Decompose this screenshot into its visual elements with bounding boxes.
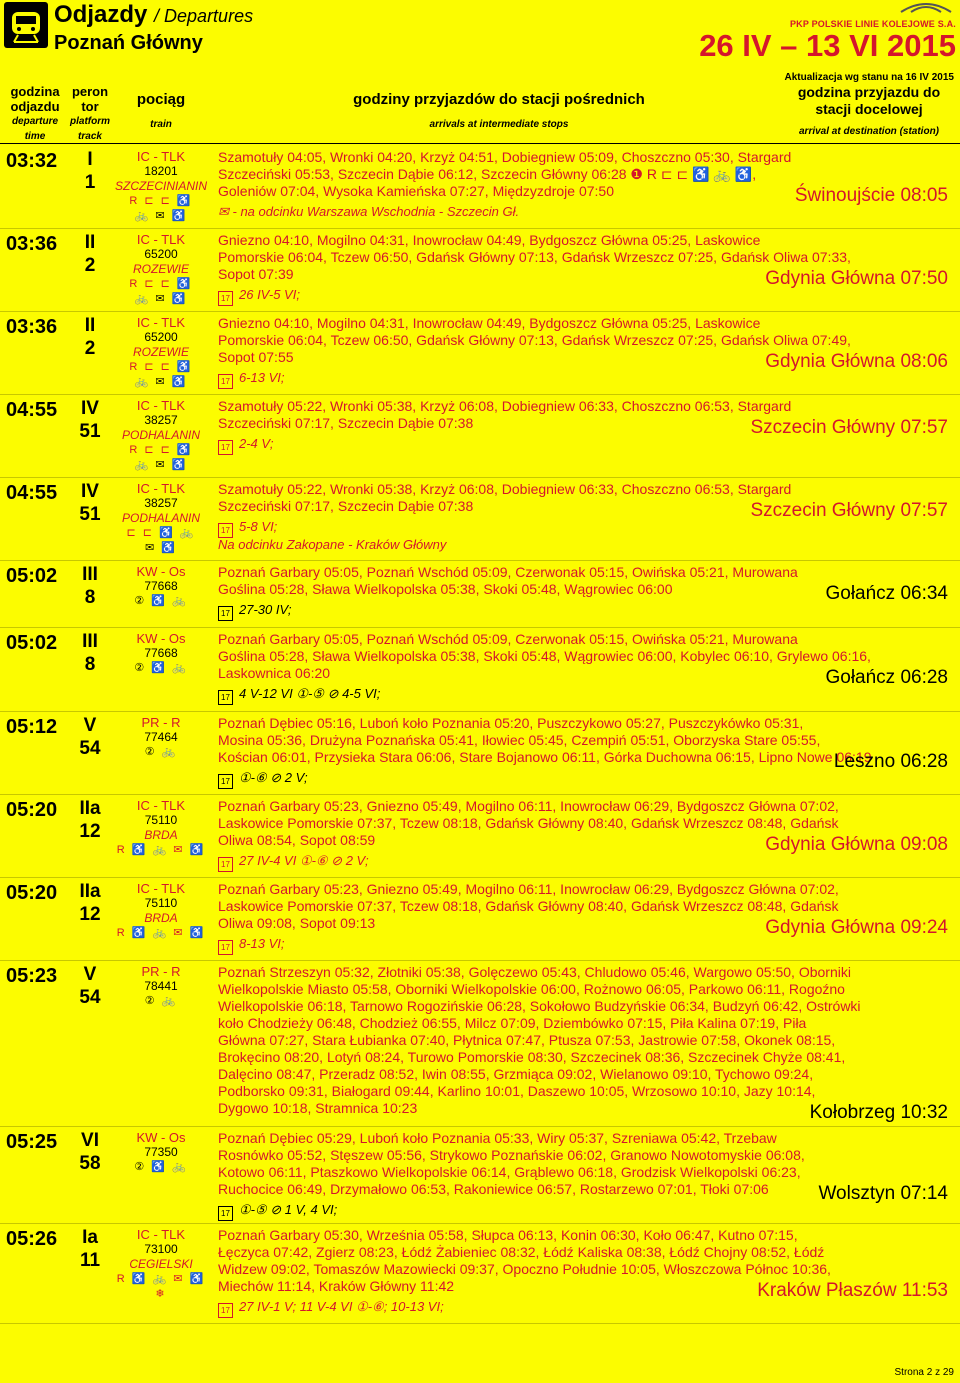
platform-number: IIa <box>79 881 101 902</box>
departure-time: 03:36 <box>6 316 58 338</box>
train-name: CEGIELSKI <box>129 1257 193 1271</box>
platform <box>72 963 108 1009</box>
train-info <box>112 481 210 556</box>
platform-number: IV <box>81 481 99 502</box>
stops-line: Goleniów 07:04, Wysoka Kamieńska 07:27, Międzyzdroje 07:50 <box>218 183 614 199</box>
stops-line: Dygowo 10:18, Stramnica 10:23 <box>218 1100 418 1116</box>
train-number: 77464 <box>144 730 178 744</box>
train-category: IC - TLK <box>136 1227 186 1242</box>
page-title: Odjazdy / Departures <box>54 1 254 28</box>
destination: Gdynia Główna 09:24 <box>765 917 948 938</box>
departure-row <box>0 712 960 795</box>
page-header <box>0 0 960 83</box>
train-number: 38257 <box>144 496 178 510</box>
departure-time: 05:25 <box>6 1131 58 1153</box>
stops-line: Wielkopolskie 06:18, Tarnowo Rogozińskie 06:28, Sokołowo Budzyńskie 06:34, Budzyń 06:42, Ostrówki <box>218 998 861 1014</box>
train-category: IC - TLK <box>136 232 186 247</box>
stops-line: Dalęcino 08:47, Przeradz 08:52, Iwin 08:55, Grzmiąca 09:02, Wielanowo 09:10, Tychowo 09:24, <box>218 1066 814 1082</box>
platform-number: V <box>83 964 97 985</box>
train-number: 65200 <box>144 247 178 261</box>
train-info <box>112 881 210 941</box>
calendar-icon: 17 <box>218 523 233 538</box>
train-category: PR - R <box>141 715 181 730</box>
stops-line: Sopot 07:55 <box>218 349 294 365</box>
schedule-note: 17 27 IV-4 VI ①-⑥ ⊘ 2 V; <box>218 853 369 872</box>
track-number: 51 <box>79 504 101 525</box>
train-info <box>112 798 210 858</box>
track-number: 51 <box>79 421 101 442</box>
departure-time: 05:02 <box>6 632 58 654</box>
platform-number: IV <box>81 398 99 419</box>
platform-number: III <box>82 564 98 585</box>
header-divider <box>0 143 960 144</box>
train-name: PODHALANIN <box>121 428 201 442</box>
stops-line: Kotowo 06:11, Ptaszkowo Wielkopolskie 06:14, Grąblewo 06:18, Grodzisk Wielkopolski 06:23, <box>218 1164 801 1180</box>
amenity-icons: ② ♿ 🚲 <box>134 595 188 607</box>
amenity-icons-2: 🚲 ✉ ♿ <box>134 376 188 388</box>
calendar-icon: 17 <box>218 690 233 705</box>
train-category: KW - Os <box>136 1130 186 1145</box>
amenity-icons: R ♿ 🚲 ✉ ♿ <box>116 844 206 856</box>
platform-number: VI <box>81 1130 99 1151</box>
train-number: 73100 <box>144 1242 178 1256</box>
intermediate-stops <box>218 964 950 1117</box>
platform-number: Ia <box>82 1227 98 1248</box>
calendar-icon: 17 <box>218 606 233 621</box>
destination: Gołańcz 06:34 <box>825 583 948 604</box>
date-range: 26 IV – 13 VI 2015 <box>699 28 956 63</box>
platform-number: I <box>87 149 93 170</box>
amenity-icons: ② ♿ 🚲 <box>134 1161 188 1173</box>
stops-line: Miechów 11:14, Kraków Główny 11:42 <box>218 1278 455 1294</box>
train-number: 77668 <box>144 579 178 593</box>
stops-line: Szamotuły 05:22, Wronki 05:38, Krzyż 06:08, Dobiegniew 06:33, Choszczno 06:53, Stargard <box>218 481 792 497</box>
col-platform-header: peron tor platform track <box>70 84 110 142</box>
train-number: 65200 <box>144 330 178 344</box>
train-category: IC - TLK <box>136 881 186 896</box>
schedule-note: 17 5-8 VI; <box>218 519 277 538</box>
track-number: 8 <box>84 654 96 675</box>
track-number: 2 <box>84 338 96 359</box>
schedule-note: 17 27 IV-1 V; 11 V-4 VI ①-⑥; 10-13 VI; <box>218 1299 444 1318</box>
platform <box>72 714 108 760</box>
platform-number: IIa <box>79 798 101 819</box>
stops-line: Goślina 05:28, Sława Wielkopolska 05:38, Skoki 05:48, Wągrowiec 06:00, Kobylec 06:10, Grylewo 06:16, <box>218 648 871 664</box>
stops-line: Łęczyca 07:42, Zgierz 08:23, Łódź Żabieniec 08:32, Łódź Kaliska 08:38, Łódź Chojny 08:52, Łódź <box>218 1244 825 1260</box>
train-name: ROZEWIE <box>133 262 189 276</box>
destination: Gdynia Główna 07:50 <box>765 268 948 289</box>
departure-row <box>0 795 960 878</box>
train-info <box>112 315 210 390</box>
departure-time: 05:02 <box>6 565 58 587</box>
train-name: PODHALANIN <box>121 511 201 525</box>
stops-line: Szczeciński 07:17, Szczecin Dąbie 07:38 <box>218 498 474 514</box>
amenity-icons: R ⊏ ⊏ ♿ <box>129 195 193 207</box>
stops-line: Pomorskie 06:04, Tczew 06:50, Gdańsk Główny 07:13, Gdańsk Wrzeszcz 07:25, Gdańsk Oliwa 07:49, <box>218 332 851 348</box>
destination: Gołańcz 06:28 <box>825 667 948 688</box>
amenity-icons: ⊏ ⊏ ♿ 🚲 <box>126 527 196 539</box>
stops-line: Rosnówko 05:52, Stęszew 05:56, Strykowo Poznańskie 06:02, Granowo Nowotomyskie 06:08, <box>218 1147 805 1163</box>
departure-row <box>0 229 960 312</box>
departure-row <box>0 628 960 712</box>
amenity-icons-2: 🚲 ✉ ♿ <box>134 210 188 222</box>
platform <box>72 880 108 926</box>
platform <box>72 480 108 526</box>
amenity-icons: R ⊏ ⊏ ♿ <box>129 444 193 456</box>
calendar-icon: 17 <box>218 440 233 455</box>
track-number: 12 <box>79 821 101 842</box>
departure-time: 05:12 <box>6 716 58 738</box>
stops-line: Gniezno 04:10, Mogilno 04:31, Inowrocław 04:49, Bydgoszcz Główna 05:25, Laskowice <box>218 315 761 331</box>
update-note: Aktualizacja wg stanu na 16 IV 2015 <box>784 72 954 83</box>
train-name: BRDA <box>144 828 178 842</box>
stops-line: Poznań Garbary 05:30, Września 05:58, Słupca 06:13, Konin 06:30, Koło 06:47, Kutno 07:15, <box>218 1227 798 1243</box>
platform-number: III <box>82 631 98 652</box>
track-number: 54 <box>79 738 101 759</box>
departure-row <box>0 146 960 229</box>
departure-time: 04:55 <box>6 399 58 421</box>
page-number: Strona 2 z 29 <box>894 1367 954 1378</box>
stops-line: Oliwa 09:08, Sopot 09:13 <box>218 915 376 931</box>
platform <box>72 797 108 843</box>
stops-line: Ruchocice 06:49, Drzymałowo 06:53, Rakoniewice 06:57, Rostarzewo 07:01, Tłoki 07:06 <box>218 1181 769 1197</box>
stops-line: Szamotuły 04:05, Wronki 04:20, Krzyż 04:51, Dobiegniew 05:09, Choszczno 05:30, Stargard <box>218 149 792 165</box>
train-category: PR - R <box>141 964 181 979</box>
stops-line: Wielkopolskie Miasto 05:58, Oborniki Wielkopolskie 06:00, Rożnowo 06:05, Parkowo 06:11, Rogoźno <box>218 981 845 997</box>
col-train-header: pociąg train <box>136 91 186 130</box>
departure-row <box>0 878 960 961</box>
calendar-icon: 17 <box>218 940 233 955</box>
calendar-icon: 17 <box>218 1206 233 1221</box>
train-number: 75110 <box>144 896 178 910</box>
destination: Gdynia Główna 08:06 <box>765 351 948 372</box>
train-category: IC - TLK <box>136 798 186 813</box>
col-stops-header: godziny przyjazdów do stacji pośrednich arrivals at intermediate stops <box>353 91 645 130</box>
stops-line: Główna 07:27, Stara Łubianka 07:40, Płytnica 07:47, Ptusza 07:53, Jastrowie 07:58, Okonek 08:15, <box>218 1032 836 1048</box>
destination: Gdynia Główna 09:08 <box>765 834 948 855</box>
departure-time: 05:23 <box>6 965 58 987</box>
departure-row <box>0 478 960 561</box>
calendar-icon: 17 <box>218 857 233 872</box>
stops-line: Gniezno 04:10, Mogilno 04:31, Inowrocław 04:49, Bydgoszcz Główna 05:25, Laskowice <box>218 232 761 248</box>
schedule-note: 17 2-4 V; <box>218 436 273 455</box>
departure-row <box>0 395 960 478</box>
destination: Szczecin Główny 07:57 <box>750 500 948 521</box>
stops-line: Widzew 09:02, Tomaszów Mazowiecki 09:37, Opoczno Południe 10:05, Włoszczowa Północ 10:36, <box>218 1261 831 1277</box>
schedule-note: 17 ①-⑤ ⊘ 1 V, 4 VI; <box>218 1202 337 1221</box>
departure-row <box>0 961 960 1127</box>
track-number: 54 <box>79 987 101 1008</box>
departure-row <box>0 312 960 395</box>
train-category: KW - Os <box>136 564 186 579</box>
stops-line: Mosina 05:36, Drużyna Poznańska 05:41, Iłowiec 05:45, Czempiń 05:51, Oborzyska Stare 05:55, <box>218 732 821 748</box>
train-logo-icon <box>4 2 48 48</box>
track-number: 2 <box>84 255 96 276</box>
destination: Leszno 06:28 <box>833 751 948 772</box>
track-number: 11 <box>79 1250 101 1271</box>
departure-row <box>0 561 960 628</box>
amenity-icons-2: ✉ ♿ <box>145 542 177 554</box>
schedule-note: 17 26 IV-5 VI; <box>218 287 300 306</box>
train-info <box>112 149 210 224</box>
platform-number: II <box>84 232 96 253</box>
train-category: IC - TLK <box>136 149 186 164</box>
pkp-emblem-icon <box>896 0 956 14</box>
train-info <box>112 232 210 307</box>
train-number: 77668 <box>144 646 178 660</box>
schedule-note: 17 6-13 VI; <box>218 370 285 389</box>
amenity-icons: R ♿ 🚲 ✉ ♿ <box>116 927 206 939</box>
schedule-note: 17 ①-⑥ ⊘ 2 V; <box>218 770 308 789</box>
train-info <box>112 398 210 473</box>
platform <box>72 563 108 609</box>
platform-number: II <box>84 315 96 336</box>
amenity-icons-2: 🚲 ✉ ♿ <box>134 293 188 305</box>
stops-line: Laskownica 06:20 <box>218 665 331 681</box>
departure-row <box>0 1224 960 1324</box>
amenity-icons: R ⊏ ⊏ ♿ <box>129 361 193 373</box>
destination: Kraków Płaszów 11:53 <box>757 1280 948 1301</box>
platform-number: V <box>83 715 97 736</box>
amenity-icons: R ⊏ ⊏ ♿ <box>129 278 193 290</box>
stops-line: Pomorskie 06:04, Tczew 06:50, Gdańsk Główny 07:13, Gdańsk Wrzeszcz 07:25, Gdańsk Oliwa 07:33, <box>218 249 851 265</box>
schedule-note: 17 4 V-12 VI ①-⑤ ⊘ 4-5 VI; <box>218 686 380 705</box>
stops-line: Poznań Garbary 05:23, Gniezno 05:49, Mogilno 06:11, Inowrocław 06:29, Bydgoszcz Główna 07:02, <box>218 881 839 897</box>
train-category: KW - Os <box>136 631 186 646</box>
operator-logo: PKP POLSKIE LINIE KOLEJOWE S.A. <box>790 0 956 29</box>
amenity-icons-2: 🚲 ✉ ♿ <box>134 459 188 471</box>
amenity-icons: R ♿ 🚲 ✉ ♿ ❄ <box>116 1273 206 1300</box>
departure-time: 03:36 <box>6 233 58 255</box>
train-info <box>112 1227 210 1302</box>
amenity-icons: ② 🚲 <box>144 746 178 758</box>
calendar-icon: 17 <box>218 774 233 789</box>
train-info <box>112 631 210 676</box>
train-name: BRDA <box>144 911 178 925</box>
train-info <box>112 1130 210 1175</box>
stops-line: Poznań Strzeszyn 05:32, Złotniki 05:38, Golęczewo 05:43, Chludowo 05:46, Wargowo 05:50, Oborniki <box>218 964 851 980</box>
destination: Wolsztyn 07:14 <box>818 1183 948 1204</box>
stops-line: Szczeciński 07:17, Szczecin Dąbie 07:38 <box>218 415 474 431</box>
train-number: 18201 <box>144 164 178 178</box>
stops-line: Poznań Garbary 05:05, Poznań Wschód 05:09, Czerwonak 05:15, Owińska 05:21, Murowana <box>218 631 798 647</box>
col-dest-header: godzina przyjazdu do stacji docelowej arrival at destination (station) <box>797 84 941 137</box>
schedule-note: 17 8-13 VI; <box>218 936 285 955</box>
train-name: SZCZECINIANIN <box>114 179 207 193</box>
stops-line: Brokęcino 08:20, Lotyń 08:24, Turowo Pomorskie 08:30, Szczecinek 08:36, Szczecinek Chyże 08:41, <box>218 1049 846 1065</box>
departure-time: 05:20 <box>6 799 58 821</box>
train-number: 77350 <box>144 1145 178 1159</box>
train-category: IC - TLK <box>136 398 186 413</box>
train-info <box>112 964 210 1009</box>
station-name: Poznań Główny <box>54 32 203 54</box>
stops-line: Oliwa 08:54, Sopot 08:59 <box>218 832 376 848</box>
platform <box>72 630 108 676</box>
platform <box>72 314 108 360</box>
calendar-icon: 17 <box>218 374 233 389</box>
stops-line: Szczeciński 05:53, Szczecin Dąbie 06:12, Szczecin Główny 06:28 ❶ R ⊏ ⊏ ♿ 🚲 ♿, <box>218 166 757 182</box>
schedule-note: 17 27-30 IV; <box>218 602 292 621</box>
stops-line: Podborsko 09:31, Białogard 09:44, Karlino 10:01, Daszewo 10:05, Wrzosowo 10:10, Jazy 10:14, <box>218 1083 816 1099</box>
platform <box>72 397 108 443</box>
amenity-icons: ② 🚲 <box>144 995 178 1007</box>
train-info <box>112 564 210 609</box>
track-number: 8 <box>84 587 96 608</box>
train-number: 78441 <box>144 979 178 993</box>
schedule-note-2: Na odcinku Zakopane - Kraków Główny <box>218 537 447 552</box>
stops-line: Szamotuły 05:22, Wronki 05:38, Krzyż 06:08, Dobiegniew 06:33, Choszczno 06:53, Stargard <box>218 398 792 414</box>
stops-line: Goślina 05:28, Sława Wielkopolska 05:38, Skoki 05:48, Wągrowiec 06:00 <box>218 581 673 597</box>
calendar-icon: 17 <box>218 1303 233 1318</box>
train-category: IC - TLK <box>136 315 186 330</box>
train-number: 75110 <box>144 813 178 827</box>
track-number: 12 <box>79 904 101 925</box>
departure-time: 05:26 <box>6 1228 58 1250</box>
destination: Szczecin Główny 07:57 <box>750 417 948 438</box>
train-name: ROZEWIE <box>133 345 189 359</box>
stops-line: Laskowice Pomorskie 07:37, Tczew 08:18, Gdańsk Główny 08:40, Gdańsk Wrzeszcz 08:48, Gdańsk <box>218 898 839 914</box>
departure-time: 05:20 <box>6 882 58 904</box>
departure-time: 03:32 <box>6 150 58 172</box>
destination: Kołobrzeg 10:32 <box>809 1102 948 1123</box>
platform <box>72 1129 108 1175</box>
stops-line: Poznań Garbary 05:23, Gniezno 05:49, Mogilno 06:11, Inowrocław 06:29, Bydgoszcz Główna 07:02, <box>218 798 839 814</box>
col-time-header: godzina odjazdu departure time <box>10 84 60 142</box>
track-number: 1 <box>84 172 96 193</box>
platform <box>72 148 108 194</box>
departure-row <box>0 1127 960 1224</box>
stops-line: Kościan 06:01, Przysieka Stara 06:06, Stare Bojanowo 06:11, Górka Duchowna 06:15, Lipno Nowe 06:19 <box>218 749 872 765</box>
schedule-note: ✉ - na odcinku Warszawa Wschodnia - Szczecin Gł. <box>218 204 520 219</box>
stops-line: Poznań Garbary 05:05, Poznań Wschód 05:09, Czerwonak 05:15, Owińska 05:21, Murowana <box>218 564 798 580</box>
train-number: 38257 <box>144 413 178 427</box>
platform <box>72 231 108 277</box>
stops-line: Poznań Dębiec 05:16, Luboń koło Poznania 05:20, Puszczykowo 05:27, Puszczykówko 05:31, <box>218 715 804 731</box>
amenity-icons: ② ♿ 🚲 <box>134 662 188 674</box>
platform <box>72 1226 108 1272</box>
stops-line: Poznań Dębiec 05:29, Luboń koło Poznania 05:33, Wiry 05:37, Szreniawa 05:42, Trzebaw <box>218 1130 777 1146</box>
row-divider <box>0 1323 960 1324</box>
stops-line: koło Chodzieży 06:48, Chodzież 06:55, Milcz 07:09, Dziembówko 07:15, Piła Kalina 07:19, Piła <box>218 1015 807 1031</box>
stops-line: Sopot 07:39 <box>218 266 294 282</box>
destination: Świnoujście 08:05 <box>794 185 948 206</box>
train-category: IC - TLK <box>136 481 186 496</box>
track-number: 58 <box>79 1153 101 1174</box>
calendar-icon: 17 <box>218 291 233 306</box>
train-info <box>112 715 210 760</box>
stops-line: Laskowice Pomorskie 07:37, Tczew 08:18, Gdańsk Główny 08:40, Gdańsk Wrzeszcz 08:48, Gdańsk <box>218 815 839 831</box>
departure-time: 04:55 <box>6 482 58 504</box>
